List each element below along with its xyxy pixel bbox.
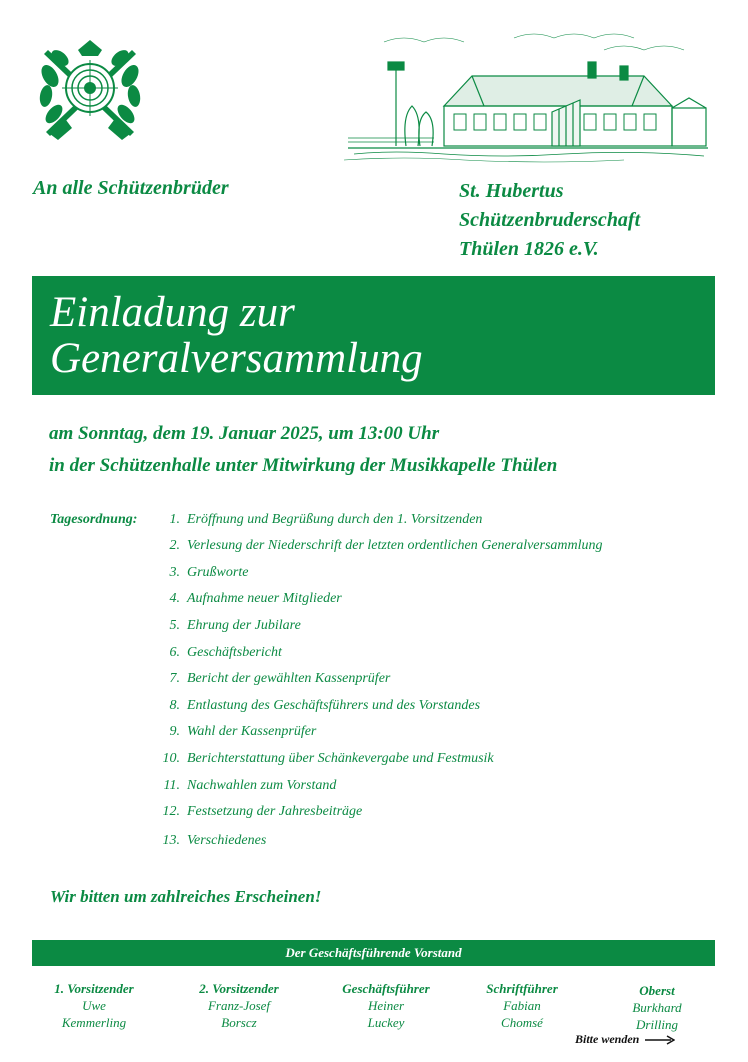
agenda-item (150, 618, 301, 634)
title-banner (32, 276, 715, 395)
agenda-label: Tagesordnung: (50, 512, 138, 527)
board-heading: Der Geschäftsführende Vorstand (32, 940, 715, 966)
agenda-item (150, 645, 282, 661)
agenda-item (150, 565, 248, 581)
member-last-name: Drilling (636, 1017, 678, 1032)
please-turn-label: Bitte wenden (575, 1032, 640, 1046)
agenda-item (150, 804, 362, 820)
agenda-number: 7. (169, 671, 180, 686)
agenda-number: 2. (169, 538, 180, 553)
member-first-name: Franz-Josef (207, 998, 271, 1013)
agenda-item (150, 724, 316, 740)
agenda-text: Eröffnung und Begrüßung durch den 1. Vorsitzenden (187, 512, 483, 527)
club-emblem-icon (36, 36, 144, 140)
agenda-number: 13. (162, 833, 180, 848)
agenda-item (150, 591, 342, 607)
org-line: St. Hubertus (459, 180, 564, 202)
agenda-text: Grußworte (187, 565, 249, 580)
member-first-name: Heiner (367, 998, 405, 1013)
agenda-text: Berichterstattung über Schänkevergabe und Festmusik (187, 751, 494, 766)
agenda-number: 11. (163, 778, 180, 793)
please-turn-over (575, 1032, 675, 1047)
organization-name (459, 177, 640, 264)
agenda-text: Nachwahlen zum Vorstand (187, 778, 337, 793)
closing-line: Wir bitten um zahlreiches Erscheinen! (50, 887, 322, 906)
agenda-text: Verschiedenes (187, 833, 267, 848)
agenda-number: 5. (169, 618, 180, 633)
event-location-line: in der Schützenhalle unter Mitwirkung der Musikkapelle Thülen (49, 455, 558, 476)
agenda-text: Ehrung der Jubilare (187, 618, 301, 633)
agenda-number: 8. (169, 698, 180, 713)
agenda-number: 10. (162, 751, 180, 766)
member-role: 2. Vorsitzender (199, 981, 279, 996)
agenda-item (150, 751, 494, 767)
member-last-name: Luckey (367, 1015, 405, 1030)
page-title-line: Generalversammlung (50, 335, 423, 382)
agenda-number: 3. (169, 565, 180, 580)
agenda-text: Bericht der gewählten Kassenprüfer (187, 671, 391, 686)
board-member (472, 980, 572, 1031)
org-line: Thülen 1826 e.V. (459, 238, 599, 260)
member-role: Oberst (639, 983, 675, 998)
arrow-right-icon (645, 1035, 675, 1045)
agenda-number: 12. (162, 804, 180, 819)
agenda-number: 6. (169, 645, 180, 660)
member-last-name: Chomsé (501, 1015, 543, 1030)
club-hall-sketch (344, 28, 712, 164)
member-role: Geschäftsführer (342, 981, 430, 996)
agenda-item (150, 671, 390, 687)
member-first-name: Burkhard (632, 1000, 682, 1015)
agenda-number: 1. (169, 512, 180, 527)
member-last-name: Kemmerling (61, 1015, 127, 1030)
page-title-line: Einladung zur (50, 289, 295, 336)
agenda-text: Geschäftsbericht (187, 645, 282, 660)
agenda-item (150, 833, 266, 849)
event-date-line: am Sonntag, dem 19. Januar 2025, um 13:00 Uhr (49, 423, 440, 444)
board-member (331, 980, 441, 1031)
agenda-text: Verlesung der Niederschrift der letzten ordentlichen Generalversammlung (187, 538, 603, 553)
agenda-item (150, 778, 336, 794)
member-first-name: Fabian (503, 998, 541, 1013)
agenda-text: Entlastung des Geschäftsführers und des Vorstandes (187, 698, 481, 713)
org-line: Schützenbruderschaft (459, 209, 641, 231)
agenda-item (150, 538, 603, 554)
greeting-heading: An alle Schützenbrüder (33, 177, 229, 199)
member-first-name: Uwe (82, 998, 106, 1013)
board-member (44, 980, 144, 1031)
member-role: 1. Vorsitzender (54, 981, 134, 996)
member-last-name: Borscz (221, 1015, 257, 1030)
agenda-number: 9. (169, 724, 180, 739)
agenda-item (150, 698, 480, 714)
agenda-text: Festsetzung der Jahresbeiträge (187, 804, 363, 819)
agenda-text: Wahl der Kassenprüfer (187, 724, 317, 739)
member-role: Schriftführer (486, 981, 558, 996)
board-member (607, 982, 707, 1033)
agenda-item (150, 512, 482, 528)
agenda-text: Aufnahme neuer Mitglieder (187, 591, 342, 606)
board-member (189, 980, 289, 1031)
agenda-number: 4. (169, 591, 180, 606)
